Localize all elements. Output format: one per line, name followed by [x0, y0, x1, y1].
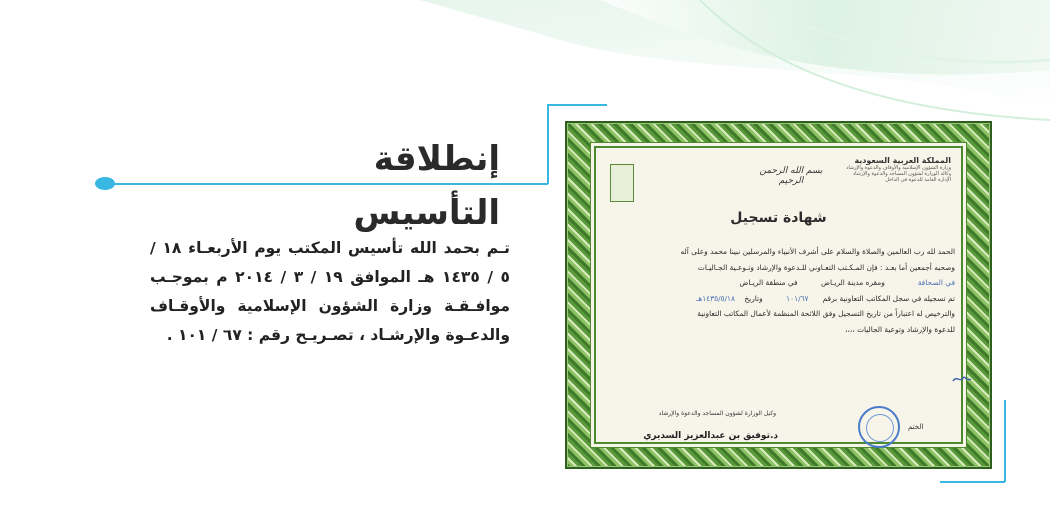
certificate-kingdom: المملكة العربية السعودية: [854, 156, 951, 165]
certificate-bracket-vertical: [1004, 400, 1006, 482]
signatory-name: د.توفيق بن عبدالعزيز السديري: [643, 431, 778, 441]
certificate-bracket-horizontal: [940, 481, 1005, 483]
certificate-date-label: وتاريخ: [744, 293, 763, 303]
registration-certificate: [565, 121, 992, 469]
certificate-date: ١٤٣٥/٥/١٨هـ: [696, 293, 735, 303]
certificate-region: في منطقة الريـاض: [739, 278, 798, 287]
page-title: إنطلاقة التأسيس: [353, 139, 500, 233]
seal-label: الختم: [908, 423, 924, 431]
signatory-title: وكيل الوزارة لشؤون المساجد والدعوة والإرشاد: [658, 410, 776, 417]
official-seal-icon: [858, 406, 900, 448]
certificate-line-3: [602, 275, 955, 291]
certificate-agency: وكالة الوزارة لشؤون المساجد والدعوة والإرشاد: [852, 171, 951, 177]
certificate-department: الإدارة العامة للدعوة في الداخل: [885, 177, 951, 183]
certificate-line-5: والترخيص له اعتباراً من تاريخ التسجيل وفق اللائحة المنظمة لأعمال المكاتب التعاونية: [697, 309, 955, 318]
certificate-line-2: وصحبه أجمعين أما بعـد : فإن المـكـتب التعـاوني للـدعوة والإرشاد وتـوعـية الجـاليـات: [697, 262, 955, 272]
title-underline: [104, 183, 548, 185]
certificate-basmala: بسم الله الرحمن الرحيم: [759, 166, 823, 186]
certificate-header: [801, 156, 951, 183]
certificate-registry-number: ١٠١/٦٧: [786, 293, 809, 303]
certificate-ministry: وزارة الشؤون الإسلامية والأوقاف والدعوة والإرشاد: [846, 165, 951, 171]
certificate-district: في الصحافة: [917, 278, 955, 287]
title-bracket-horizontal: [547, 104, 607, 106]
certificate-line-4: [602, 291, 955, 307]
certificate-line-6: للدعوة والإرشاد وتوعية الجاليات ،،،،: [845, 324, 955, 334]
initials-scribble-icon: [951, 373, 973, 385]
certificate-paper: [594, 146, 963, 444]
certificate-line-1: الحمد لله رب العالمين والصلاة والسلام على أشرف الأنبياء والمرسلين نبينا محمد وعلى آله: [680, 247, 955, 256]
certificate-heading: شهادة تسجيل: [730, 210, 827, 226]
certificate-body: [602, 244, 955, 337]
founding-paragraph: تـم بحمد الله تأسيس المكتب يوم الأربعـاء ١٨ / ٥ / ١٤٣٥ هـ الموافق ١٩ / ٣ / ٢٠١٤ م بموجـب موافـقـة وزارة الشؤون الإسلامية والأوقـاف والدعـوة والإرشـاد ، تصـريـح رقم : ٦٧ / ١٠١ .: [150, 239, 510, 344]
title-bracket-vertical: [547, 104, 549, 184]
certificate-registry-label: تم تسجيله في سجل المكاتب التعاونية برقم: [822, 293, 955, 303]
ministry-emblem-icon: [610, 164, 634, 202]
certificate-city: ومقره مدينة الريـاض: [821, 278, 885, 287]
